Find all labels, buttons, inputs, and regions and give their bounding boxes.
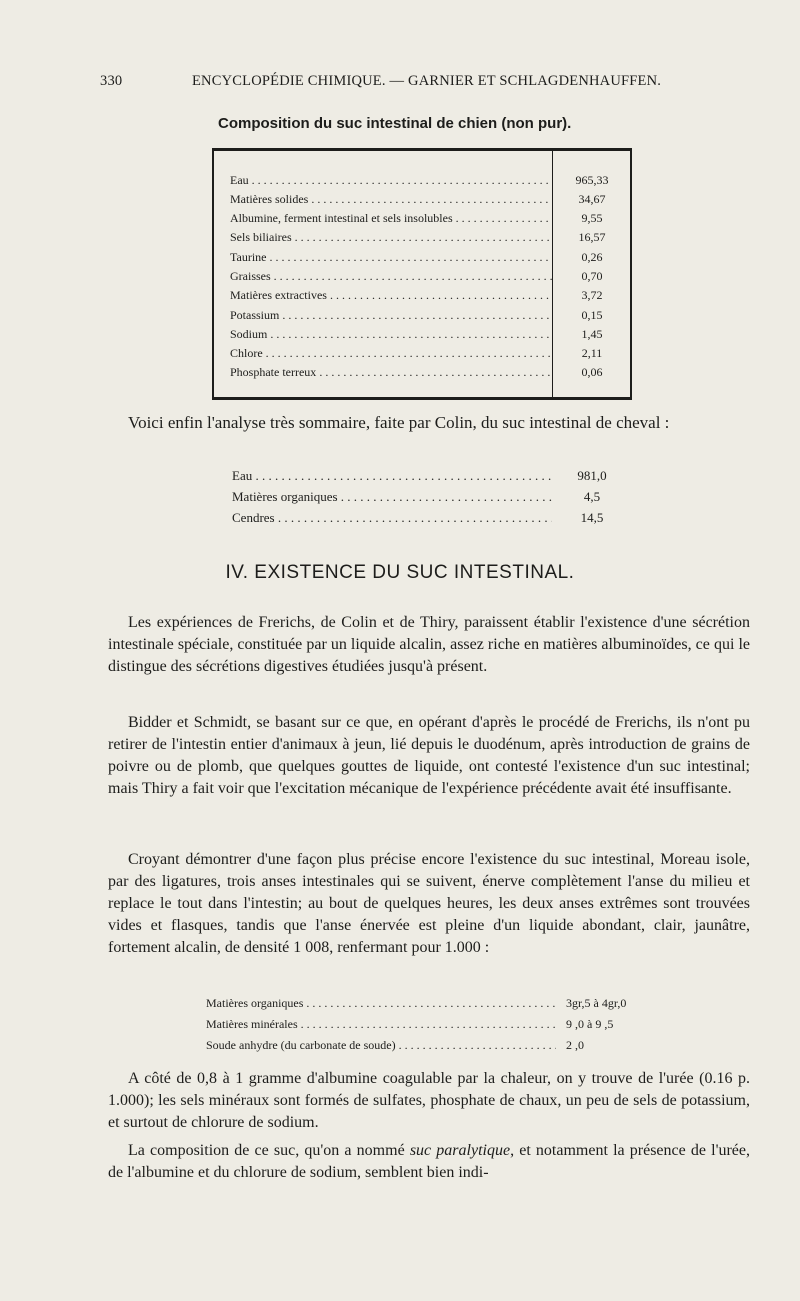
row-label: Potassium . . . bbox=[230, 308, 552, 323]
row-label: Eau . . . bbox=[230, 173, 552, 188]
cheval-analysis-list bbox=[232, 468, 622, 531]
text-run: La composition de ce suc, qu'on a nommé bbox=[128, 1142, 410, 1159]
page-number: 330 bbox=[100, 73, 123, 89]
row-label: Phosphate terreux . . . bbox=[230, 365, 552, 380]
table-row bbox=[230, 211, 620, 231]
row-label: Sodium . . . bbox=[230, 327, 552, 342]
moreau-composition-list bbox=[206, 996, 666, 1059]
item-value: 3gr,5 à 4gr,0 bbox=[566, 996, 627, 1010]
row-value: 0,15 bbox=[581, 308, 603, 322]
paragraph-albumine bbox=[108, 1068, 750, 1134]
item-value: 981,0 bbox=[577, 468, 607, 483]
row-value: 1,45 bbox=[581, 327, 603, 341]
list-item bbox=[232, 468, 622, 489]
composition-table bbox=[212, 148, 632, 400]
row-value: 0,70 bbox=[581, 269, 603, 283]
paragraph-bidder bbox=[108, 712, 750, 800]
paragraph-text: Bidder et Schmidt, se basant sur ce que, en opérant d'après le procédé de Frerichs, ils n'ont pu retirer de l'intestin entier d'animaux à jeun, lié depuis le duodénum, après introduction de grains de poivre ou de plomb, que quelques gouttes de liquide, ont contesté l'existence d'un suc intestinal; mais Thiry a fait voir que l'excitation mécanique de l'expérience précédente avait été insuffisante. bbox=[108, 714, 750, 797]
item-value: 14,5 bbox=[580, 510, 604, 525]
row-label: Matières solides . . . bbox=[230, 192, 552, 207]
paragraph-text: A côté de 0,8 à 1 gramme d'albumine coagulable par la chaleur, on y trouve de l'urée (0.16 p. 1.000); les sels minéraux sont formés de sulfates, phosphate de chaux, un peu de sels de potassium, et surtout de chlorure de sodium. bbox=[108, 1070, 750, 1131]
item-label: Cendres . . . bbox=[232, 510, 552, 526]
table-row bbox=[230, 250, 620, 270]
row-value: 0,06 bbox=[581, 365, 603, 379]
paragraph-text: Voici enfin l'analyse très sommaire, faite par Colin, du suc intestinal de cheval : bbox=[128, 413, 670, 432]
paragraph-experiences bbox=[108, 612, 750, 678]
row-value: 2,11 bbox=[581, 346, 603, 360]
table-row bbox=[230, 308, 620, 328]
item-label: Matières organiques . . . bbox=[206, 996, 556, 1011]
paragraph-text: Croyant démontrer d'une façon plus précise encore l'existence du suc intestinal, Moreau isole, par des ligatures, trois anses intestinales qui se suivent, énerve complètement l'anse du milieu et replace le tout dans l'intestin; au bout de quelques heures, les deux anses extrêmes sont trouvées vides et flasques, tandis que l'anse énervée est pleine d'un liquide abondant, clair, jaunâtre, fortement alcalin, de densité 1 008, renfermant pour 1.000 : bbox=[108, 851, 750, 956]
paragraph-text: Les expériences de Frerichs, de Colin et de Thiry, paraissent établir l'existence d'une sécrétion intestinale spéciale, constituée par un liquide alcalin, assez riche en matières albuminoïdes, ce qui le distingue des sécrétions digestives étudiées jusqu'à présent. bbox=[108, 614, 750, 675]
row-label: Chlore . . . bbox=[230, 346, 552, 361]
paragraph-text bbox=[108, 1140, 750, 1184]
item-value: 9 ,0 à 9 ,5 bbox=[566, 1017, 614, 1031]
item-label: Eau . . . bbox=[232, 468, 552, 484]
table-title: Composition du suc intestinal de chien (non pur). bbox=[218, 115, 572, 132]
list-item bbox=[232, 489, 622, 510]
row-value: 9,55 bbox=[581, 211, 603, 225]
paragraph-moreau bbox=[108, 849, 750, 959]
row-value: 16,57 bbox=[578, 230, 606, 244]
list-item bbox=[206, 1017, 666, 1038]
table-row bbox=[230, 192, 620, 212]
text-run: , et notamment la présence de l'urée, de l'albumine et du chlorure de sodium, semblent bien indi- bbox=[108, 1142, 751, 1181]
item-label: Matières minérales . . . bbox=[206, 1017, 556, 1032]
table-row bbox=[230, 269, 620, 289]
item-value: 4,5 bbox=[583, 489, 601, 504]
row-value: 965,33 bbox=[575, 173, 609, 187]
table-row bbox=[230, 230, 620, 250]
row-label: Taurine . . . bbox=[230, 250, 552, 265]
row-label: Albumine, ferment intestinal et sels insolubles . . . bbox=[230, 211, 552, 226]
item-value: 2 ,0 bbox=[566, 1038, 584, 1052]
list-item bbox=[206, 996, 666, 1017]
item-label: Matières organiques . . . bbox=[232, 489, 552, 505]
paragraph-cheval bbox=[108, 412, 750, 434]
table-row bbox=[230, 365, 620, 385]
table-row bbox=[230, 173, 620, 193]
item-label: Soude anhydre (du carbonate de soude) . . . bbox=[206, 1038, 556, 1053]
table-row bbox=[230, 327, 620, 347]
row-label: Matières extractives . . . bbox=[230, 288, 552, 303]
emphasized-term: suc paralytique bbox=[409, 1142, 511, 1159]
table-row bbox=[230, 346, 620, 366]
section-heading: IV. EXISTENCE DU SUC INTESTINAL. bbox=[225, 562, 575, 583]
table-row bbox=[230, 288, 620, 308]
list-item bbox=[206, 1038, 666, 1059]
paragraph-composition bbox=[108, 1140, 750, 1184]
row-label: Sels biliaires . . . bbox=[230, 230, 552, 245]
row-value: 0,26 bbox=[581, 250, 603, 264]
row-value: 34,67 bbox=[578, 192, 606, 206]
list-item bbox=[232, 510, 622, 531]
running-title: ENCYCLOPÉDIE CHIMIQUE. — GARNIER ET SCHLAGDENHAUFFEN. bbox=[192, 73, 662, 89]
row-label: Graisses . . . bbox=[230, 269, 552, 284]
row-value: 3,72 bbox=[581, 288, 603, 302]
